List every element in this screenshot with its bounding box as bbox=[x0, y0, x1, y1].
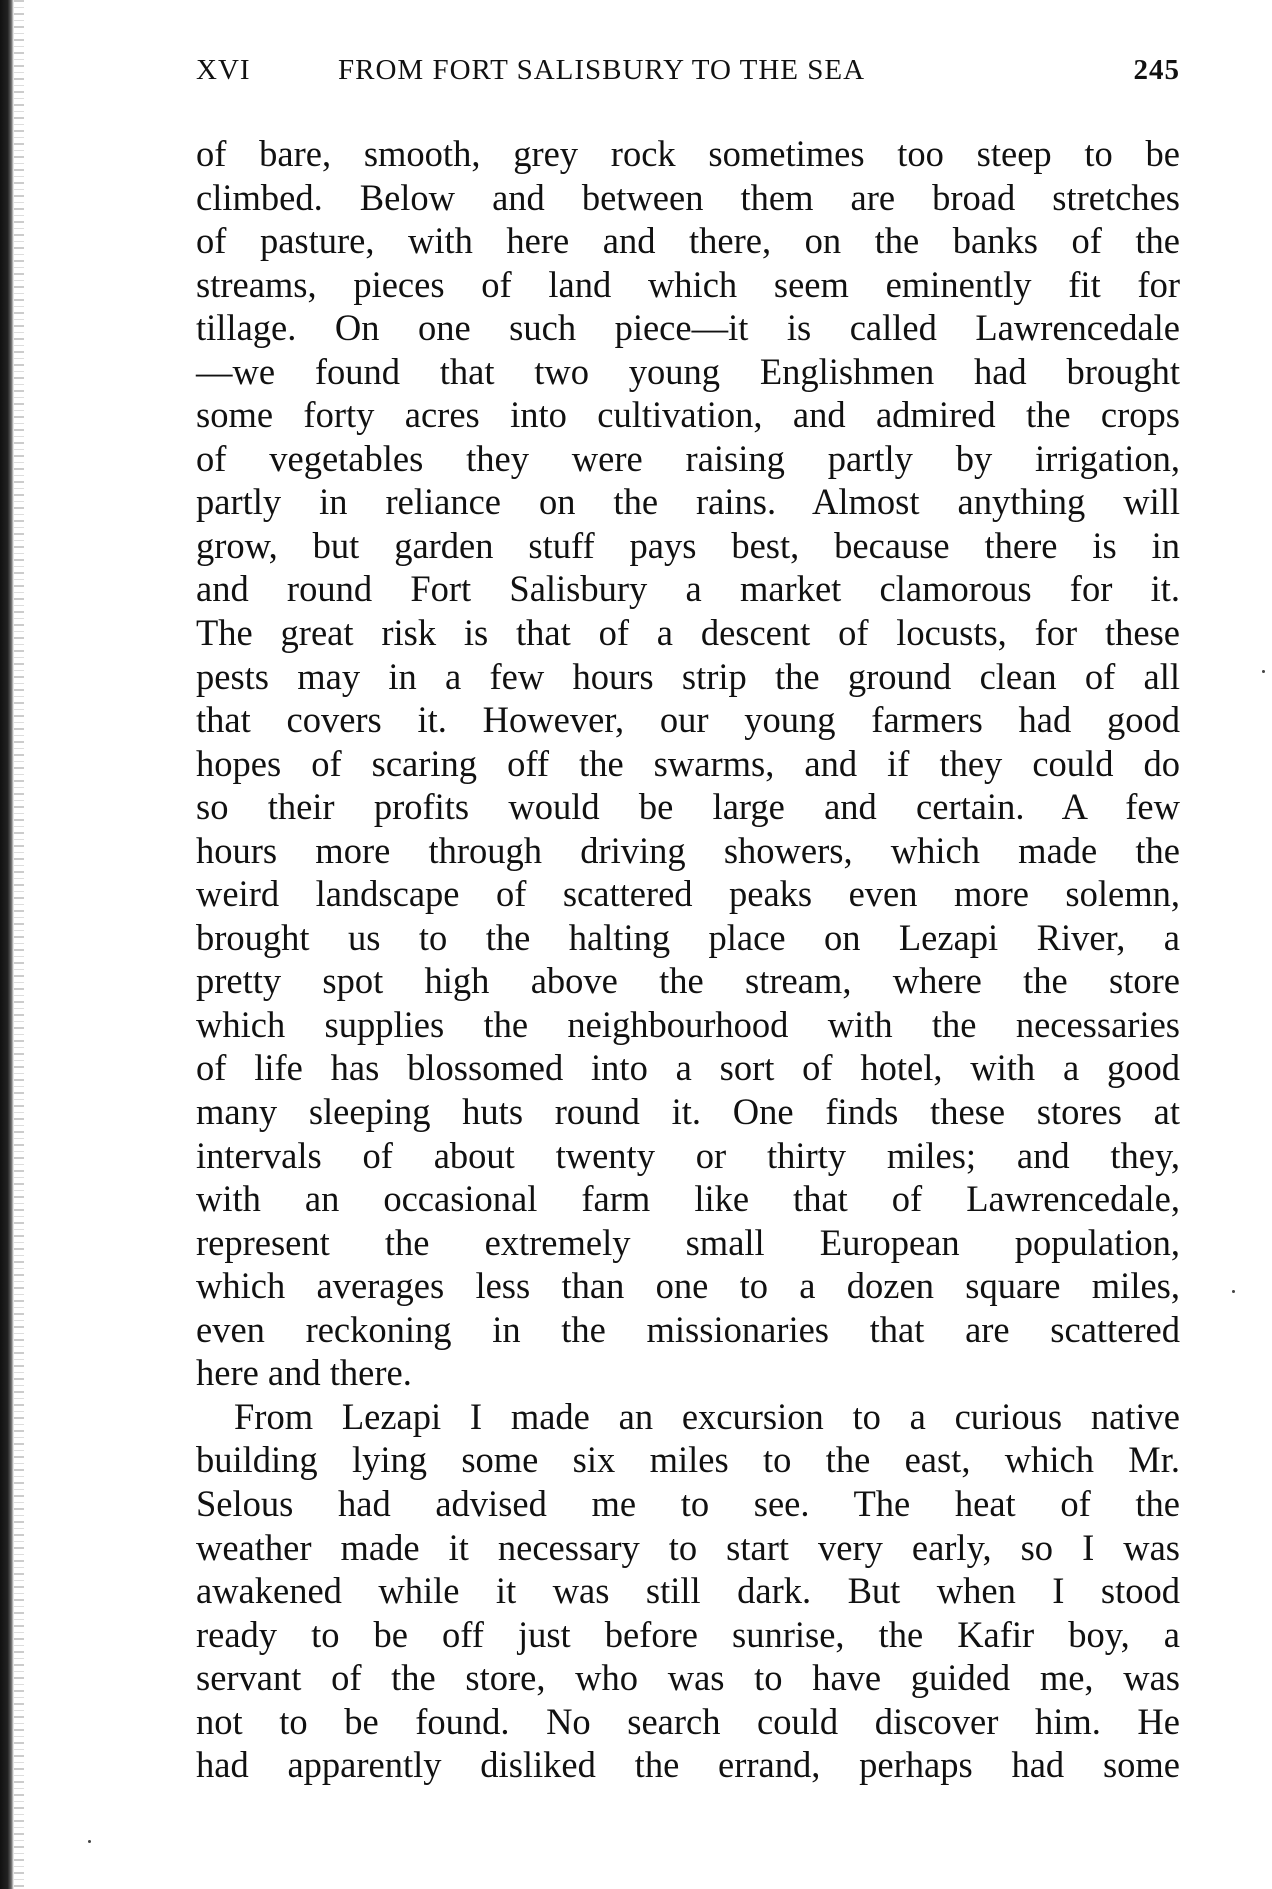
book-binding-shadow bbox=[14, 0, 24, 1889]
margin-speck bbox=[1262, 670, 1265, 673]
text-line: weird landscape of scattered peaks even more solemn, bbox=[196, 873, 1180, 915]
text-line: brought us to the halting place on Lezapi River, a bbox=[196, 916, 1180, 958]
text-line: pests may in a few hours strip the ground clean of all bbox=[196, 655, 1180, 697]
page-number: 245 bbox=[1133, 54, 1180, 86]
text-line: represent the extremely small European population, bbox=[196, 1221, 1180, 1263]
text-line: hours more through driving showers, which made the bbox=[196, 829, 1180, 871]
text-line: some forty acres into cultivation, and admired the crops bbox=[196, 394, 1180, 436]
text-line: building lying some six miles to the east, which Mr. bbox=[196, 1439, 1180, 1481]
text-line: servant of the store, who was to have guided me, was bbox=[196, 1657, 1180, 1699]
text-line: that covers it. However, our young farmers had good bbox=[196, 699, 1180, 741]
margin-speck bbox=[88, 1840, 91, 1843]
text-line: had apparently disliked the errand, perhaps had some bbox=[196, 1744, 1180, 1786]
text-line: with an occasional farm like that of Lawrencedale, bbox=[196, 1178, 1180, 1220]
running-title: FROM FORT SALISBURY TO THE SEA bbox=[338, 54, 866, 86]
text-line: climbed. Below and between them are broad stretches bbox=[196, 176, 1180, 218]
text-line: pretty spot high above the stream, where the store bbox=[196, 960, 1180, 1002]
text-line: awakened while it was still dark. But when I stood bbox=[196, 1570, 1180, 1612]
text-line: streams, pieces of land which seem eminently fit for bbox=[196, 263, 1180, 305]
text-line: Selous had advised me to see. The heat of the bbox=[196, 1482, 1180, 1524]
text-line: which averages less than one to a dozen square miles, bbox=[196, 1265, 1180, 1307]
text-line: and round Fort Salisbury a market clamorous for it. bbox=[196, 568, 1180, 610]
text-line: many sleeping huts round it. One finds these stores at bbox=[196, 1091, 1180, 1133]
paragraph-last-line: here and there. bbox=[196, 1352, 412, 1394]
text-line: of pasture, with here and there, on the banks of the bbox=[196, 220, 1180, 262]
text-line: partly in reliance on the rains. Almost anything will bbox=[196, 481, 1180, 523]
text-line: weather made it necessary to start very early, so I was bbox=[196, 1526, 1180, 1568]
text-line: not to be found. No search could discover him. He bbox=[196, 1700, 1180, 1742]
text-line: grow, but garden stuff pays best, because there is in bbox=[196, 524, 1180, 566]
text-line: so their profits would be large and certain. A few bbox=[196, 786, 1180, 828]
text-line: which supplies the neighbourhood with the necessaries bbox=[196, 1003, 1180, 1045]
text-line: The great risk is that of a descent of locusts, for these bbox=[196, 612, 1180, 654]
text-line: intervals of about twenty or thirty miles; and they, bbox=[196, 1134, 1180, 1176]
book-binding-edge bbox=[0, 0, 14, 1889]
chapter-number: XVI bbox=[196, 54, 251, 86]
text-line: of bare, smooth, grey rock sometimes too steep to be bbox=[196, 133, 1180, 174]
paragraph-first-line: From Lezapi I made an excursion to a curious native bbox=[234, 1395, 1180, 1437]
text-line: —we found that two young Englishmen had brought bbox=[196, 350, 1180, 392]
running-head bbox=[196, 54, 1180, 94]
page-body-text bbox=[196, 132, 1180, 1787]
text-line: ready to be off just before sunrise, the Kafir boy, a bbox=[196, 1613, 1180, 1655]
text-line: of vegetables they were raising partly by irrigation, bbox=[196, 437, 1180, 479]
text-line: of life has blossomed into a sort of hotel, with a good bbox=[196, 1047, 1180, 1089]
text-line: even reckoning in the missionaries that are scattered bbox=[196, 1308, 1180, 1350]
margin-speck bbox=[1232, 1290, 1235, 1293]
text-line: hopes of scaring off the swarms, and if they could do bbox=[196, 742, 1180, 784]
text-line: tillage. On one such piece—it is called Lawrencedale bbox=[196, 307, 1180, 349]
